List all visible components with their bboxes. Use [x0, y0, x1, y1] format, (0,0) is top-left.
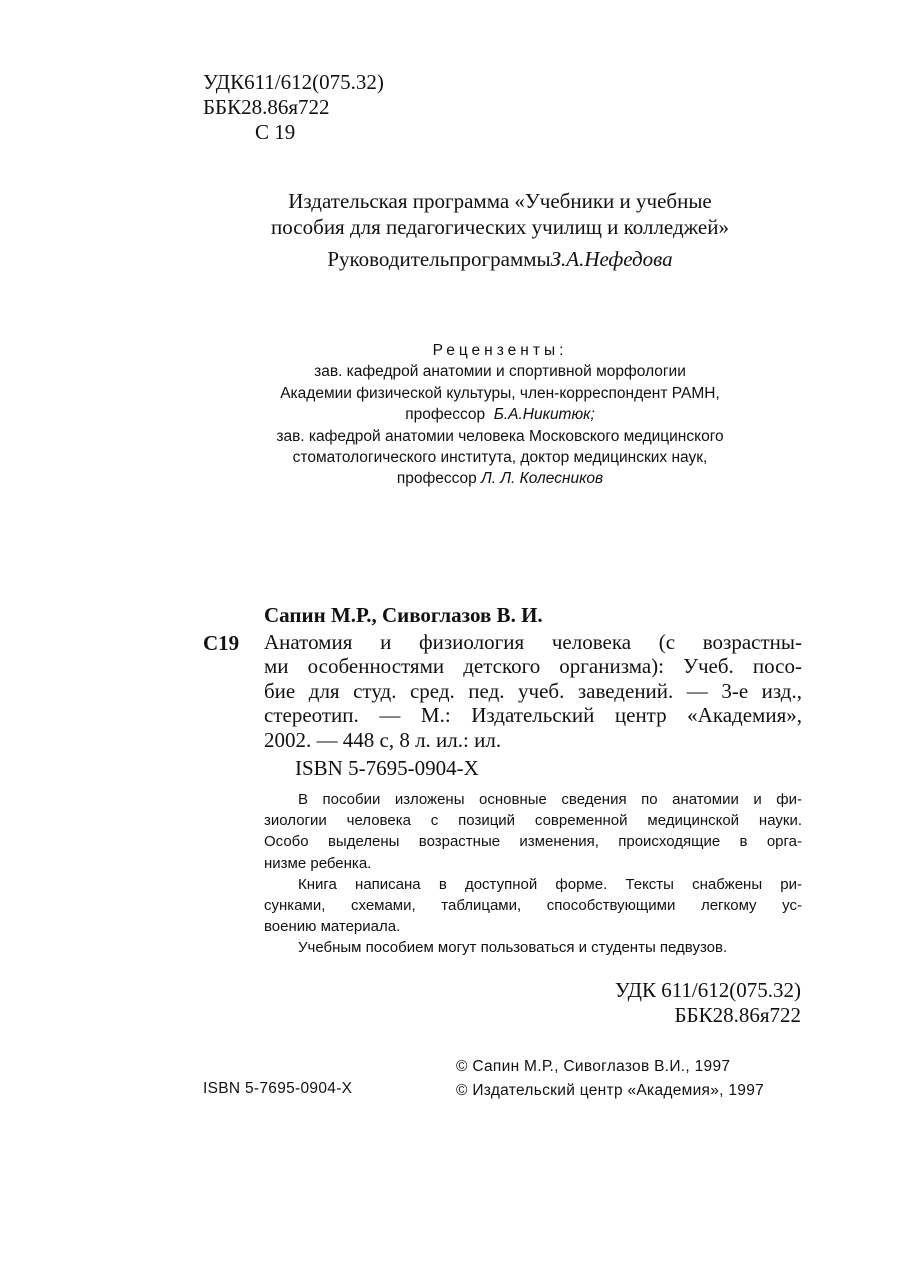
bottom-classification-codes: [615, 978, 801, 1028]
program-line-2: пособия для педагогических училищ и колледжей»: [271, 215, 729, 239]
annotation-line: низме ребенка.: [264, 854, 372, 872]
annotation-line: В пособии изложены основные сведения по анатомии и фи-: [298, 791, 802, 808]
annotation-line: Особо выделены возрастные изменения, происходящие в орга-: [264, 833, 802, 851]
program-line-1: Издательская программа «Учебники и учебные: [288, 189, 712, 213]
reviewer-1-line-2: Академии физической культуры, член-корреспондент РАМН,: [280, 384, 720, 402]
card-isbn: ISBN 5-7695-0904-Х: [295, 756, 479, 780]
card-line: бие для студ. сред. пед. учеб. заведений. — 3-е изд.,: [264, 678, 802, 703]
card-line: ми особенностями детского организма): Учеб. посо-: [264, 654, 802, 679]
card-authors: Сапин М.Р., Сивоглазов В. И.: [264, 603, 543, 627]
top-classification-codes: [203, 70, 384, 145]
reviewer-2-line-3: [200, 468, 800, 489]
reviewer-1-title: профессор: [405, 406, 486, 424]
reviewers-title: Рецензенты:: [432, 342, 568, 359]
publishing-program: [200, 188, 800, 272]
annotation: [264, 789, 802, 959]
bottom-udk-code: УДК 611/612(075.32): [614, 978, 801, 1002]
annotation-line: Книга написана в доступной форме. Тексты снабжены ри-: [298, 875, 802, 893]
program-leader-name: З.А.Нефедова: [550, 247, 673, 271]
copyright-publisher: © Издательский центр «Академия», 1997: [456, 1082, 765, 1099]
annotation-line: воению материала.: [264, 918, 401, 936]
card-line: Анатомия и физиология человека (с возрастны-: [264, 630, 802, 654]
annotation-line: зиологии человека с позиций современной медицинской науки.: [264, 812, 802, 830]
reviewer-2-line-1: зав. кафедрой анатомии человека Московского медицинского: [276, 427, 724, 445]
author-cipher: С 19: [255, 120, 296, 144]
bottom-bbk-code: ББК28.86я722: [674, 1003, 801, 1027]
program-leader-label: Руководительпрограммы: [327, 247, 551, 271]
isbn-number: ISBN 5-7695-0904-Х: [203, 1080, 353, 1097]
reviewers-block: [200, 340, 800, 490]
copyright-notice: [456, 1055, 764, 1103]
annotation-line: сунками, схемами, таблицами, способствующими легкому ус-: [264, 897, 802, 915]
reviewer-1-name: Б.А.Никитюк;: [493, 406, 595, 424]
udk-code: УДК611/612(075.32): [203, 70, 384, 94]
card-line: стереотип. — М.: Издательский центр «Академия»,: [264, 703, 802, 728]
reviewer-1-line-1: зав. кафедрой анатомии и спортивной морфологии: [314, 363, 686, 381]
bbk-code: ББК28.86я722: [203, 95, 330, 119]
copyright-authors: © Сапин М.Р., Сивоглазов В.И., 1997: [456, 1058, 731, 1075]
reviewer-1-line-3: [200, 404, 800, 425]
reviewer-2-name: Л. Л. Колесников: [481, 470, 604, 488]
program-leader: [200, 246, 800, 272]
card-line: 2002. — 448 с, 8 л. ил.: ил.: [264, 727, 502, 752]
annotation-line: Учебным пособием могут пользоваться и студенты педвузов.: [298, 939, 728, 957]
reviewer-2-line-2: стоматологического института, доктор медицинских наук,: [292, 449, 708, 467]
reviewer-2-title: профессор: [396, 470, 477, 488]
card-cipher: С19: [203, 631, 240, 655]
card-description: [264, 630, 802, 752]
